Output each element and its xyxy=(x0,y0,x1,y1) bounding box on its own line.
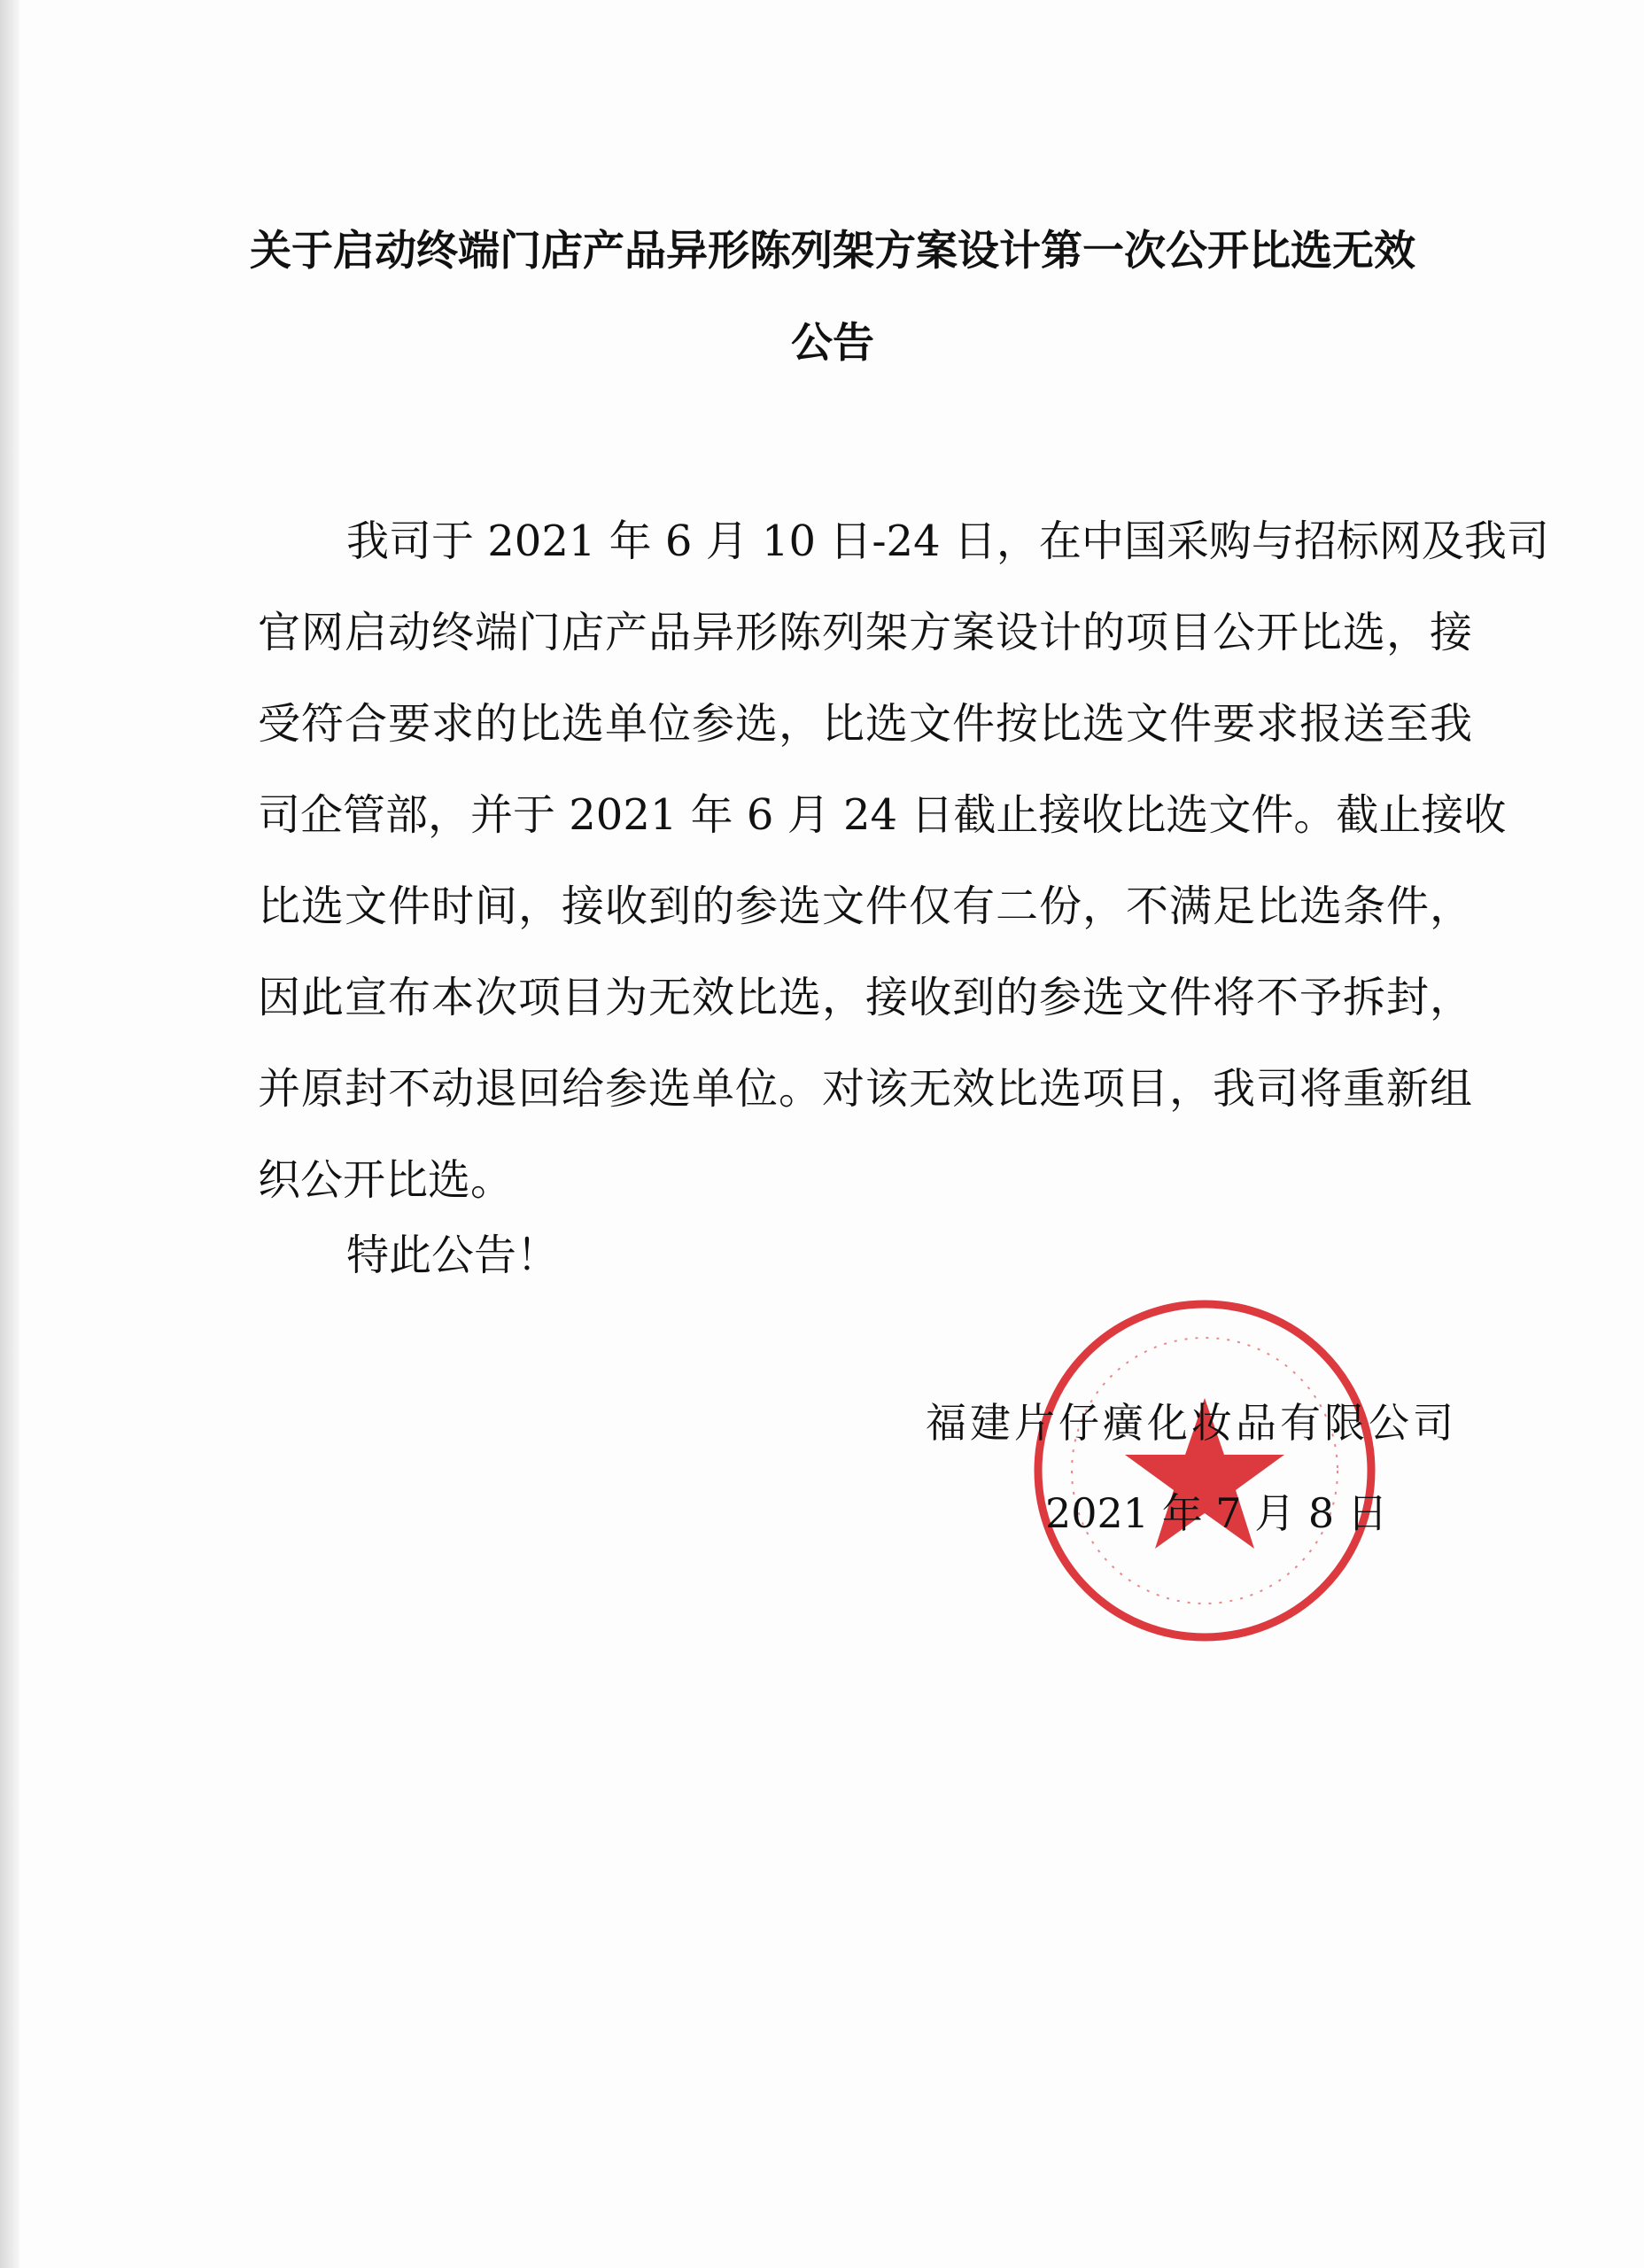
company-seal xyxy=(1028,1293,1382,1648)
body-line: 比选文件时间，接收到的参选文件仅有二份，不满足比选条件， xyxy=(258,882,1472,931)
paper-edge xyxy=(0,0,19,2268)
document-title: 关于启动终端门店产品异形陈列架方案设计第一次公开比选无效 xyxy=(250,227,1415,276)
signature-company: 福建片仔癀化妆品有限公司 xyxy=(926,1399,1457,1447)
closing-remark: 特此公告！ xyxy=(346,1231,560,1280)
body-line: 并原封不动退回给参选单位。对该无效比选项目，我司将重新组 xyxy=(258,1064,1472,1114)
body-line: 织公开比选。 xyxy=(258,1155,514,1205)
document-title-continued: 公告 xyxy=(791,319,874,368)
body-line: 因此宣布本次项目为无效比选，接收到的参选文件将不予拆封， xyxy=(258,973,1472,1022)
notice-body xyxy=(258,496,1549,1226)
body-line: 我司于 2021 年 6 月 10 日-24 日，在中国采购与招标网及我司 xyxy=(346,517,1549,566)
body-line: 官网启动终端门店产品异形陈列架方案设计的项目公开比选，接 xyxy=(258,608,1472,657)
body-line: 司企管部，并于 2021 年 6 月 24 日截止接收比选文件。截止接收 xyxy=(258,790,1507,840)
signature-date: 2021 年 7 月 8 日 xyxy=(1045,1489,1388,1537)
body-line: 受符合要求的比选单位参选，比选文件按比选文件要求报送至我 xyxy=(258,699,1472,749)
